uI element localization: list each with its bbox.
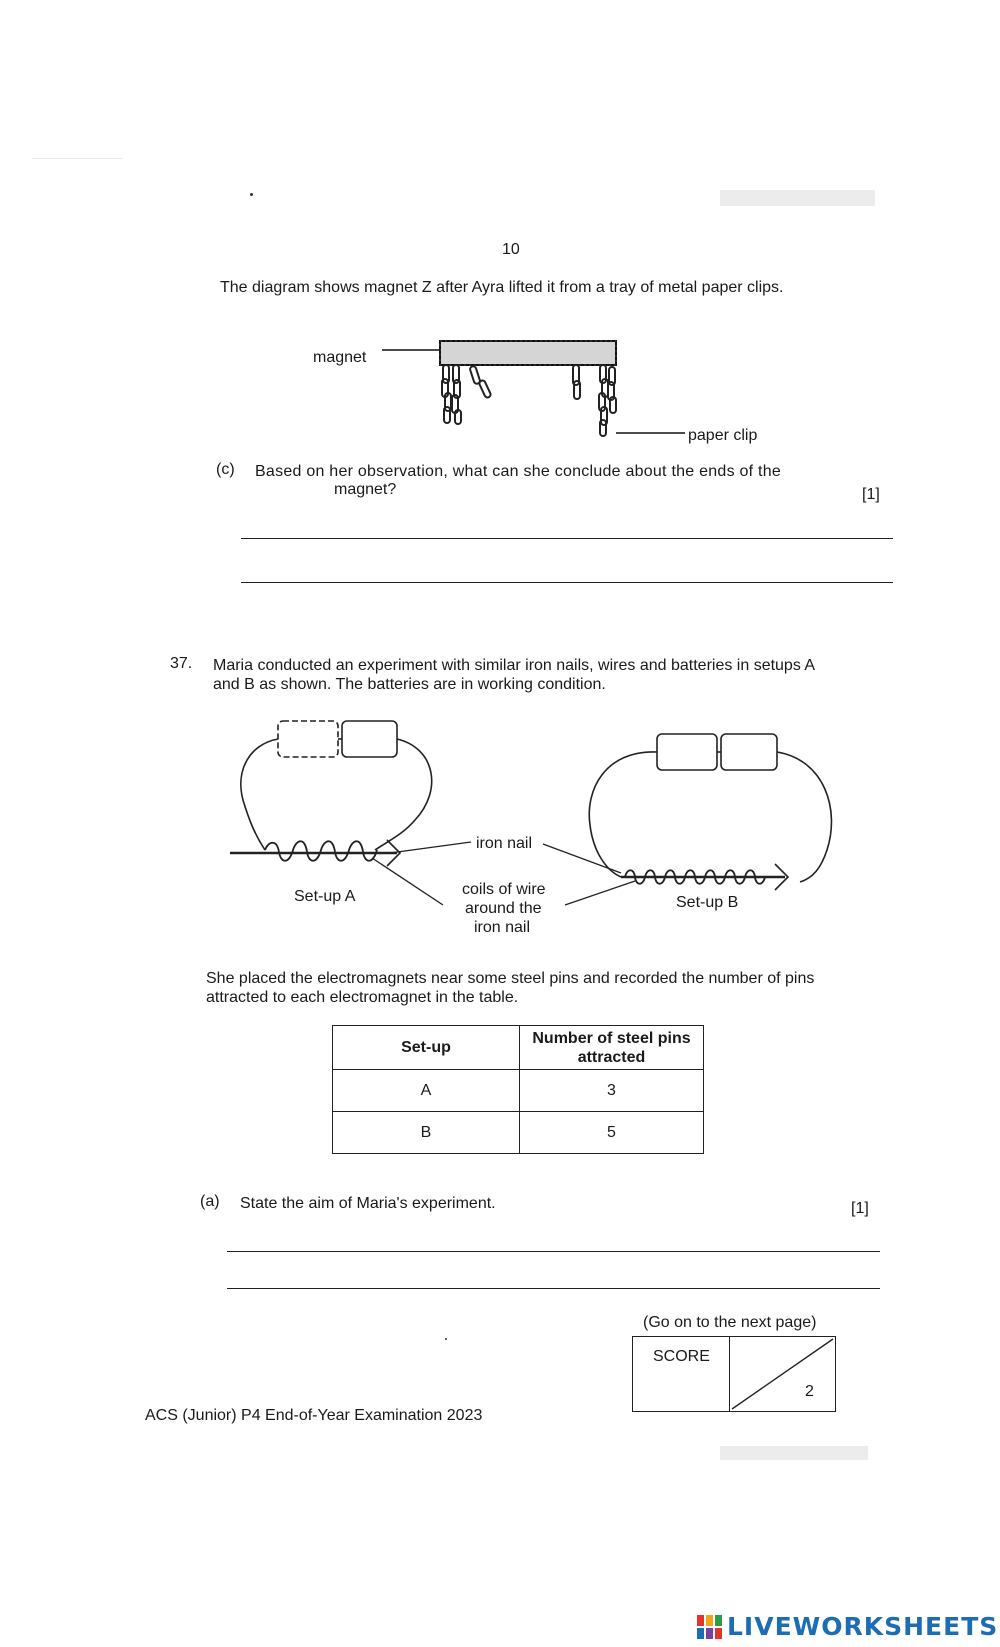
magnet-label: magnet — [313, 349, 367, 366]
setup-a-circuit — [230, 721, 432, 866]
table-cell-pins: 5 — [520, 1112, 704, 1154]
score-box — [632, 1336, 836, 1412]
scan-redaction-bar-top — [720, 190, 875, 206]
setup-b-battery-2 — [721, 734, 777, 770]
label-coils-line1: coils of wire — [462, 881, 546, 898]
q37a-answer-line-2[interactable] — [227, 1288, 880, 1289]
q37-para-line1: She placed the electromagnets near some steel pins and recorded the number of pins — [206, 970, 815, 987]
q37a-label: (a) — [200, 1193, 220, 1210]
setup-b-circuit — [589, 734, 831, 890]
table-row — [333, 1112, 704, 1154]
score-label: SCORE — [653, 1348, 710, 1365]
q36c-label: (c) — [216, 461, 235, 478]
page-number: 10 — [502, 241, 520, 258]
score-max: 2 — [805, 1383, 814, 1400]
setup-a-coils — [265, 841, 377, 861]
q37a-answer-line-1[interactable] — [227, 1251, 880, 1252]
table-cell-pins: 3 — [520, 1070, 704, 1112]
setup-a-battery-1 — [278, 721, 338, 757]
q36c-question-line2: magnet? — [334, 481, 397, 498]
label-setup-b: Set-up B — [676, 894, 739, 911]
setup-a-wire-left — [241, 739, 278, 850]
q36c-question-line1: Based on her observation, what can she conclude about the ends of the — [255, 463, 782, 480]
table-cell-setup: B — [333, 1112, 520, 1154]
label-coils-line2: around the — [465, 900, 542, 917]
q37a-marks: [1] — [851, 1200, 869, 1217]
q37-intro-line2: and B as shown. The batteries are in working condition. — [213, 676, 606, 693]
exam-title: ACS (Junior) P4 End-of-Year Examination 2023 — [145, 1407, 483, 1424]
table-header-pins-line2: attracted — [577, 1048, 646, 1066]
q36c-marks: [1] — [862, 486, 880, 503]
score-slash — [730, 1337, 835, 1411]
table-header-pins-line1: Number of steel pins — [532, 1029, 691, 1047]
scan-dot — [250, 193, 253, 196]
scan-dot — [445, 1338, 447, 1340]
paper-clip-chains — [442, 365, 616, 436]
q37-intro-line1: Maria conducted an experiment with similar iron nails, wires and batteries in setups A — [213, 657, 816, 674]
table-cell-setup: A — [333, 1070, 520, 1112]
label-setup-a: Set-up A — [294, 888, 356, 905]
q36c-answer-line-1[interactable] — [241, 538, 893, 539]
q36-intro: The diagram shows magnet Z after Ayra lifted it from a tray of metal paper clips. — [220, 279, 784, 296]
magnet-bar — [440, 341, 616, 365]
scan-redaction-bar-bottom — [720, 1446, 868, 1460]
setup-b-wire-right — [777, 752, 831, 882]
table-header-setup: Set-up — [333, 1026, 520, 1070]
setup-b-battery-1 — [657, 734, 717, 770]
q37a-question: State the aim of Maria's experiment. — [240, 1195, 496, 1212]
go-on-note: (Go on to the next page) — [643, 1314, 817, 1331]
table-header-row — [333, 1026, 704, 1070]
q37-para-line2: attracted to each electromagnet in the table. — [206, 989, 519, 1006]
label-iron-nail: iron nail — [476, 835, 533, 852]
table-row — [333, 1070, 704, 1112]
table-header-pins — [520, 1026, 704, 1070]
setup-a-wire-right — [375, 739, 432, 850]
scan-line-faint — [32, 158, 122, 159]
q36c-answer-line-2[interactable] — [241, 582, 893, 583]
q37-number: 37. — [170, 655, 193, 672]
paper-clip-label: paper clip — [688, 427, 758, 444]
liveworksheets-icon — [697, 1615, 723, 1639]
label-coils-line3: iron nail — [474, 919, 531, 936]
setup-a-battery-2 — [342, 721, 397, 757]
liveworksheets-logo — [697, 1612, 998, 1641]
steel-pins-table — [332, 1025, 704, 1154]
setup-b-wire-left — [589, 752, 657, 877]
liveworksheets-brand: LIVEWORKSHEETS — [727, 1612, 999, 1641]
